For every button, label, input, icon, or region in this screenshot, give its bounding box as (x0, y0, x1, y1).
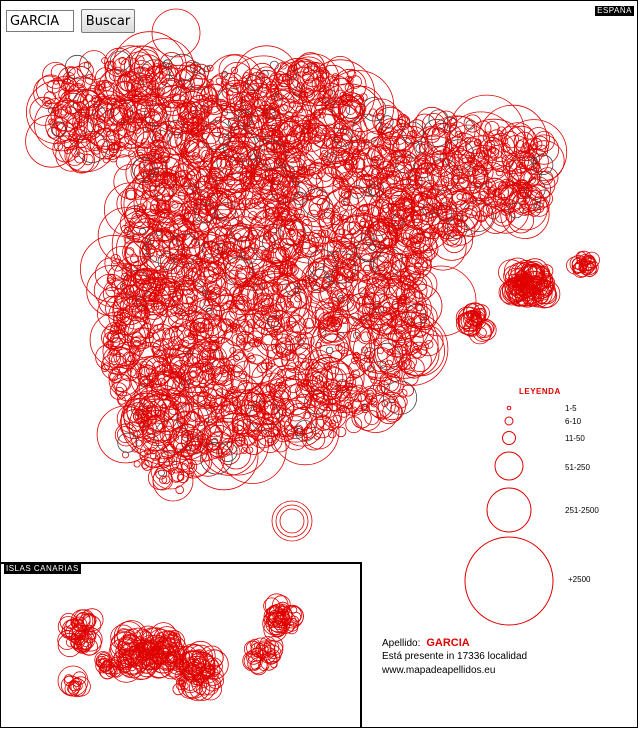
location-circle (336, 427, 346, 437)
location-circle (457, 194, 463, 200)
ceuta-circle (276, 505, 308, 537)
legend-circle-2 (505, 417, 513, 425)
location-circle (452, 190, 466, 204)
legend-label-3: 11-50 (565, 434, 585, 443)
presence-text: Está presente in 17336 localidad (382, 651, 528, 662)
region-label-canarias: ISLAS CANARIAS (6, 564, 79, 573)
legend-circle-1 (507, 406, 511, 410)
legend-label-6: +2500 (568, 575, 591, 584)
location-circle (406, 254, 427, 275)
legend-circles (465, 406, 553, 625)
location-circle (425, 340, 433, 348)
location-circle (233, 350, 243, 360)
legend-label-5: 251-2500 (565, 506, 599, 515)
search-button[interactable]: Buscar (81, 9, 135, 33)
ceuta-circle (280, 509, 304, 533)
legend-circle-4 (495, 452, 523, 480)
legend-label-2: 6-10 (565, 417, 582, 426)
surname-search-input[interactable] (6, 10, 74, 32)
legend-title: LEYENDA (519, 387, 561, 396)
location-circle (402, 385, 413, 396)
legend-label-1: 1-5 (565, 404, 577, 413)
location-circle (236, 314, 265, 343)
website-text: www.mapadeapellidos.eu (382, 665, 496, 676)
location-circle (391, 405, 399, 413)
location-circle (420, 224, 467, 271)
location-circle (302, 427, 325, 450)
location-circle (476, 121, 491, 136)
legend-circle-3 (503, 432, 516, 445)
legend-circle-6 (465, 537, 553, 625)
canarias-inset (1, 562, 362, 728)
ceuta-circle (272, 501, 312, 541)
surname-info-line (382, 637, 470, 649)
region-label-spain: ESPAÑA (597, 6, 632, 15)
location-circle (359, 288, 367, 296)
location-circle (176, 486, 184, 494)
location-circle (232, 334, 245, 347)
location-circle (134, 461, 140, 467)
surname-value: GARCIA (426, 637, 470, 649)
legend-label-4: 51-250 (565, 463, 590, 472)
legend-circle-5 (487, 488, 531, 532)
location-circle (338, 343, 349, 354)
surname-label: Apellido: (382, 638, 421, 649)
